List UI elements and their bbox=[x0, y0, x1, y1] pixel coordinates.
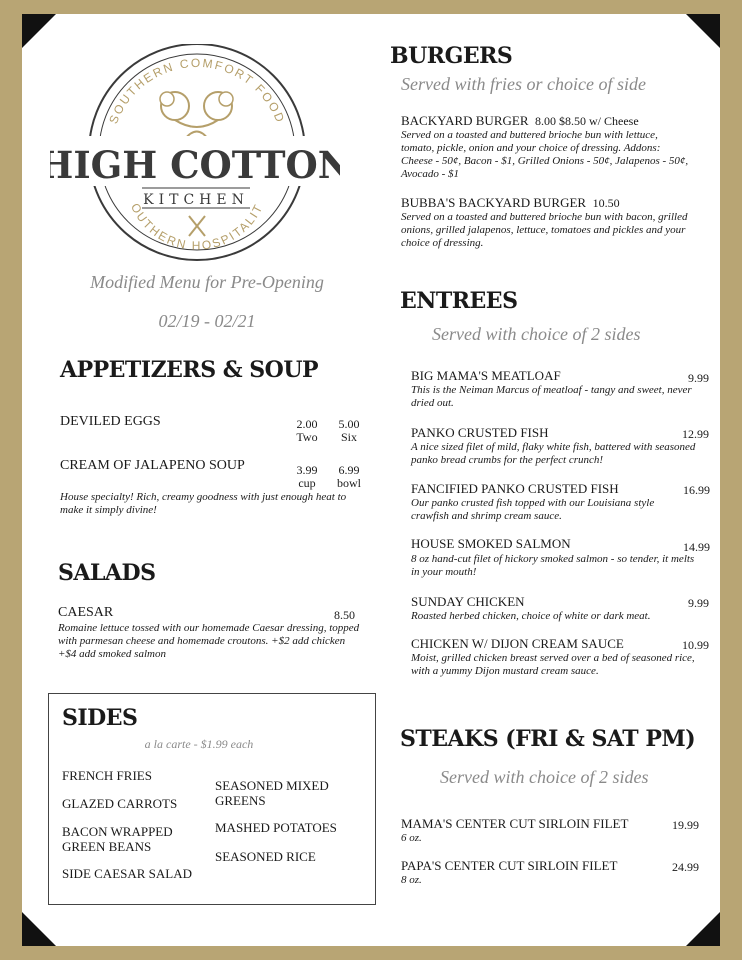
entrees-title: ENTREES bbox=[400, 288, 518, 314]
item-price: 10.50 bbox=[592, 196, 620, 210]
appetizers-title: APPETIZERS & SOUP bbox=[60, 357, 319, 383]
item-price: 5.00 Six bbox=[338, 417, 360, 444]
item-name: PAPA'S CENTER CUT SIRLOIN FILET bbox=[401, 858, 618, 873]
item-name: CREAM OF JALAPENO SOUP bbox=[60, 458, 245, 473]
item-description: Served on a toasted and buttered brioche bun with lettuce, tomato, pickle, onion and your choice of dressing. Addons: Cheese - 50¢, Bacon - $1, Grilled Onions - 50¢, Jalapenos - 50¢, Avocado - $1 bbox=[401, 129, 689, 180]
item-price: 8.00 $8.50 w/ Cheese bbox=[535, 114, 639, 128]
item-description: 8 oz hand-cut filet of hickory smoked salmon - so tender, it melts in your mouth! bbox=[411, 553, 695, 578]
item-price: 24.99 bbox=[672, 860, 699, 874]
item-description: Romaine lettuce tossed with our homemade Caesar dressing, topped with parmesan cheese and homemade croutons. +$2 add chicken +$4 add smoked salmon bbox=[58, 622, 360, 660]
corner-ornament bbox=[686, 912, 720, 946]
utensils-icon bbox=[189, 216, 205, 236]
corner-ornament bbox=[22, 14, 56, 48]
sides-subtitle: a la carte - $1.99 each bbox=[144, 737, 254, 751]
side-item: SEASONED RICE bbox=[215, 849, 316, 864]
item-price: 3.99 cup bbox=[296, 463, 318, 490]
item-name: BIG MAMA'S MEATLOAF bbox=[411, 368, 561, 383]
item-description: This is the Neiman Marcus of meatloaf - tangy and sweet, never dried out. bbox=[411, 384, 692, 409]
logo-top-arc: SOUTHERN COMFORT FOOD bbox=[106, 55, 288, 126]
menu-page bbox=[22, 14, 720, 946]
side-item: FRENCH FRIES bbox=[62, 768, 152, 783]
cotton-icon bbox=[160, 92, 233, 139]
side-item: SEASONED MIXED GREENS bbox=[215, 778, 329, 808]
item-name: CAESAR bbox=[58, 605, 114, 620]
burger-item bbox=[401, 195, 620, 211]
item-price: 19.99 bbox=[672, 818, 699, 832]
item-name: CHICKEN W/ DIJON CREAM SAUCE bbox=[411, 636, 624, 651]
steaks-title: STEAKS (FRI & SAT PM) bbox=[400, 726, 696, 752]
item-name: MAMA'S CENTER CUT SIRLOIN FILET bbox=[401, 816, 629, 831]
logo-kitchen: KITCHEN bbox=[143, 192, 249, 208]
sides-title: SIDES bbox=[62, 705, 138, 731]
steaks-subtitle: Served with choice of 2 sides bbox=[440, 767, 649, 787]
item-price: 12.99 bbox=[682, 427, 709, 441]
item-price: 2.00 Two bbox=[296, 417, 318, 444]
item-description: A nice sized filet of mild, flaky white fish, battered with seasoned panko bread crumbs for the perfect crunch! bbox=[411, 441, 696, 466]
item-description: 6 oz. bbox=[401, 832, 422, 844]
burger-item bbox=[401, 113, 639, 129]
item-description: Roasted herbed chicken, choice of white or dark meat. bbox=[411, 610, 651, 622]
item-price: 9.99 bbox=[688, 371, 709, 385]
item-name: DEVILED EGGS bbox=[60, 414, 161, 429]
side-item: MASHED POTATOES bbox=[215, 820, 337, 835]
side-item: SIDE CAESAR SALAD bbox=[62, 866, 193, 881]
logo-emblem bbox=[50, 44, 340, 274]
burgers-subtitle: Served with fries or choice of side bbox=[401, 74, 646, 94]
sides-box bbox=[48, 693, 376, 905]
restaurant-logo bbox=[50, 44, 340, 274]
notice-dates: 02/19 - 02/21 bbox=[158, 311, 256, 331]
side-item: BACON WRAPPED GREEN BEANS bbox=[62, 824, 173, 854]
item-name: SUNDAY CHICKEN bbox=[411, 594, 525, 609]
logo-name: HIGH COTTON bbox=[50, 143, 340, 187]
item-price: 6.99 bowl bbox=[337, 463, 361, 490]
item-price: 14.99 bbox=[683, 540, 710, 554]
entrees-subtitle: Served with choice of 2 sides bbox=[432, 324, 641, 344]
item-name: BUBBA'S BACKYARD BURGER bbox=[401, 195, 587, 210]
item-name: PANKO CRUSTED FISH bbox=[411, 425, 549, 440]
notice-line1: Modified Menu for Pre-Opening bbox=[90, 272, 324, 292]
item-price: 9.99 bbox=[688, 596, 709, 610]
corner-ornament bbox=[22, 912, 56, 946]
burgers-title: BURGERS bbox=[390, 43, 513, 69]
side-item: GLAZED CARROTS bbox=[62, 796, 178, 811]
corner-ornament bbox=[686, 14, 720, 48]
item-price: 8.50 bbox=[334, 608, 355, 622]
item-price: 10.99 bbox=[682, 638, 709, 652]
item-description: Moist, grilled chicken breast served over a bed of seasoned rice, with a yummy Dijon mustard cream sauce. bbox=[411, 652, 695, 677]
item-description: 8 oz. bbox=[401, 874, 422, 886]
item-description: House specialty! Rich, creamy goodness with just enough heat to make it simply divine! bbox=[60, 491, 347, 516]
svg-text:SOUTHERN COMFORT FOOD bbox=[106, 56, 288, 126]
item-description: Our panko crusted fish topped with our Louisiana style crawfish and shrimp cream sauce. bbox=[411, 497, 655, 522]
salads-title: SALADS bbox=[58, 560, 156, 586]
item-description: Served on a toasted and buttered brioche bun with bacon, grilled onions, grilled jalapenos, lettuce, tomatoes and pickles and your choice of dressing. bbox=[401, 211, 688, 249]
item-name: BACKYARD BURGER bbox=[401, 113, 529, 128]
logo-bottom-arc: OUTHERN HOSPITALIT bbox=[127, 200, 267, 253]
item-name: FANCIFIED PANKO CRUSTED FISH bbox=[411, 481, 619, 496]
item-name: HOUSE SMOKED SALMON bbox=[411, 536, 571, 551]
item-price: 16.99 bbox=[683, 483, 710, 497]
